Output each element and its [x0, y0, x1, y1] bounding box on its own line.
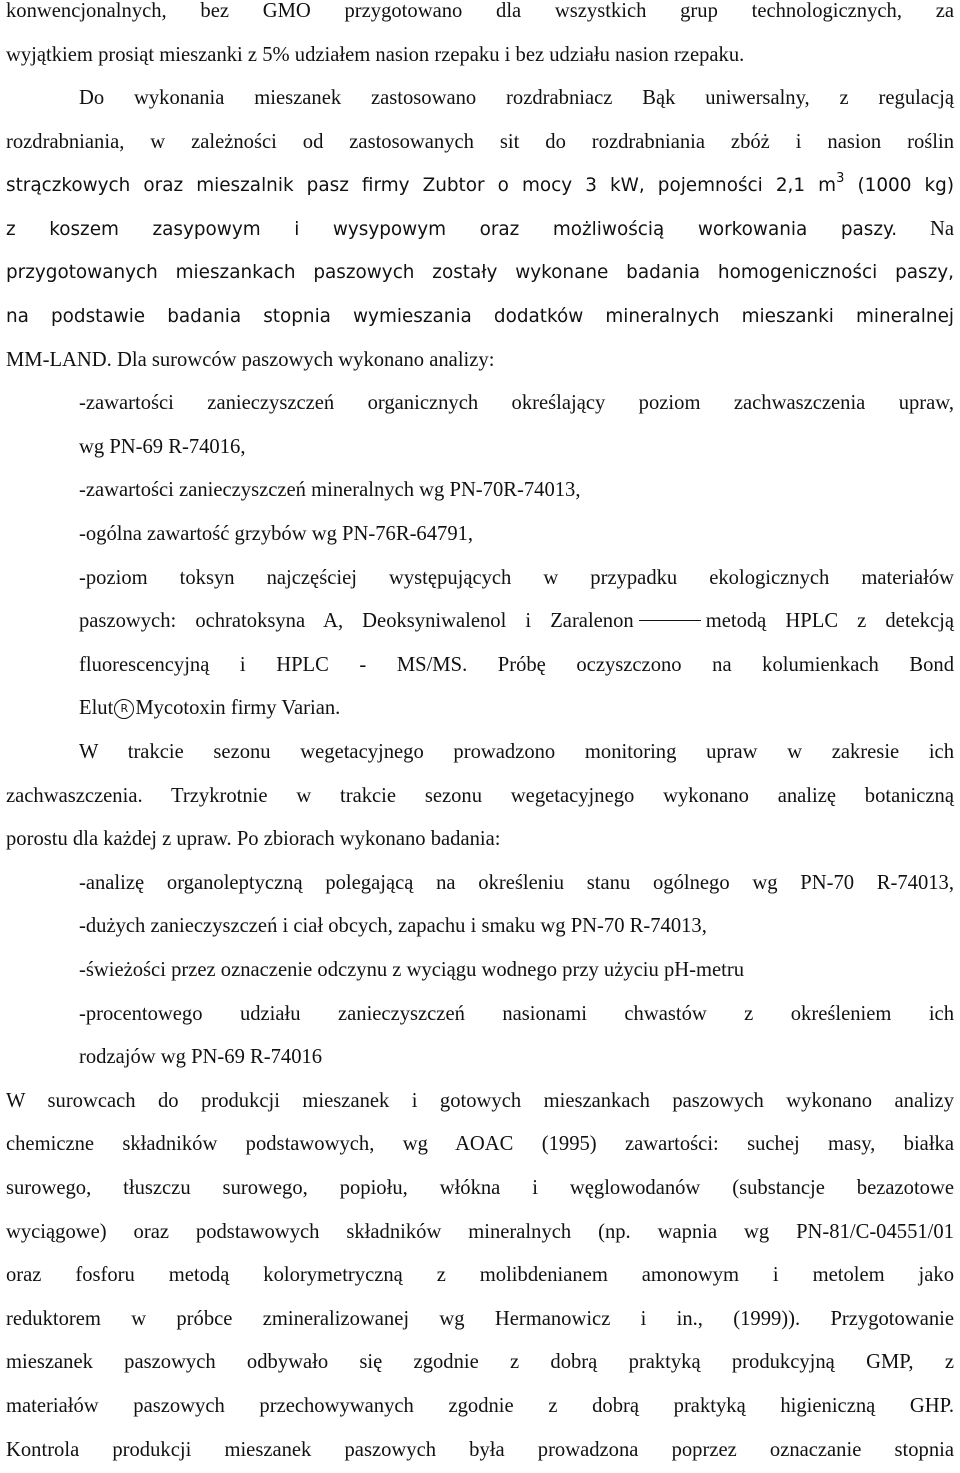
- text-span: Mycotoxin firmy Varian.: [135, 697, 341, 719]
- registered-trademark-icon: R: [114, 699, 134, 719]
- text-span: Na: [897, 218, 954, 240]
- list-item-continuation: [79, 687, 954, 731]
- list-item-continuation: [79, 600, 954, 644]
- list-item: -zawartości zanieczyszczeń mineralnych wg PN-70R-74013,: [79, 479, 581, 501]
- text-line: materiałów paszowych przechowywanych zgodnie z dobrą praktyką higieniczną GHP.: [6, 1395, 954, 1417]
- list-item-continuation: wg PN-69 R-74016,: [79, 436, 246, 458]
- text-span: z koszem zasypowym i wysypowym oraz możliwością workowania paszy.: [6, 219, 898, 240]
- superscript: 3: [836, 171, 845, 186]
- text-line: chemiczne składników podstawowych, wg AOAC (1995) zawartości: suchej masy, białka: [6, 1133, 954, 1155]
- text-span: Elut: [79, 697, 114, 719]
- text-line: oraz fosforu metodą kolorymetryczną z molibdenianem amonowym i metolem jako: [6, 1264, 954, 1286]
- text-line: W surowcach do produkcji mieszanek i gotowych mieszankach paszowych wykonano analizy: [6, 1090, 954, 1112]
- list-item: -analizę organoleptyczną polegającą na określeniu stanu ogólnego wg PN-70 R-74013,: [79, 872, 954, 894]
- text-line: surowego, tłuszczu surowego, popiołu, włókna i węglowodanów (substancje bezazotowe: [6, 1177, 954, 1199]
- text-line: na podstawie badania stopnia wymieszania dodatków mineralnych mieszanki mineralnej: [6, 306, 954, 327]
- list-item: -świeżości przez oznaczenie odczynu z wyciągu wodnego przy użyciu pH-metru: [79, 959, 745, 981]
- list-item: -procentowego udziału zanieczyszczeń nasionami chwastów z określeniem ich: [79, 1003, 954, 1025]
- em-dash: [639, 620, 701, 621]
- list-item-continuation: fluorescencyjną i HPLC - MS/MS. Próbę oczyszczono na kolumienkach Bond: [79, 654, 954, 676]
- text-span: metodą HPLC z detekcją: [705, 610, 954, 632]
- text-line: [6, 208, 954, 252]
- text-line: mieszanek paszowych odbywało się zgodnie z dobrą praktyką produkcyjną GMP, z: [6, 1351, 954, 1373]
- text-line: zachwaszczenia. Trzykrotnie w trakcie sezonu wegetacyjnego wykonano analizę botaniczną: [6, 785, 954, 807]
- text-line: reduktorem w próbce zmineralizowanej wg Hermanowicz i in., (1999)). Przygotowanie: [6, 1308, 954, 1330]
- text-line: [6, 164, 954, 208]
- text-span: strączkowych oraz mieszalnik pasz firmy Zubtor o mocy 3 kW, pojemności 2,1 m: [6, 175, 837, 196]
- list-item: -poziom toksyn najczęściej występujących w przypadku ekologicznych materiałów: [79, 567, 954, 589]
- text-line: Kontrola produkcji mieszanek paszowych była prowadzona poprzez oznaczanie stopnia: [6, 1439, 954, 1461]
- text-line: przygotowanych mieszankach paszowych zostały wykonane badania homogeniczności paszy,: [6, 262, 954, 283]
- paragraph-first-line: Do wykonania mieszanek zastosowano rozdrabniacz Bąk uniwersalny, z regulacją: [79, 87, 954, 109]
- text-line: konwencjonalnych, bez GMO przygotowano dla wszystkich grup technologicznych, za: [6, 0, 954, 22]
- list-item: -dużych zanieczyszczeń i ciał obcych, zapachu i smaku wg PN-70 R-74013,: [79, 915, 707, 937]
- list-item-continuation: rodzajów wg PN-69 R-74016: [79, 1046, 323, 1068]
- text-span: paszowych: ochratoksyna A, Deoksyniwalenol i Zaralenon: [79, 610, 634, 632]
- list-item: -ogólna zawartość grzybów wg PN-76R-64791,: [79, 523, 474, 545]
- text-line: rozdrabniania, w zależności od zastosowanych sit do rozdrabniania zbóż i nasion roślin: [6, 131, 954, 153]
- text-line: wyciągowe) oraz podstawowych składników mineralnych (np. wapnia wg PN-81/C-04551/01: [6, 1221, 954, 1243]
- text-span: (1000 kg): [844, 175, 954, 196]
- text-line: MM-LAND. Dla surowców paszowych wykonano analizy:: [6, 349, 495, 371]
- paragraph-first-line: W trakcie sezonu wegetacyjnego prowadzono monitoring upraw w zakresie ich: [79, 741, 954, 763]
- text-line: porostu dla każdej z upraw. Po zbiorach wykonano badania:: [6, 828, 501, 850]
- list-item: -zawartości zanieczyszczeń organicznych określający poziom zachwaszczenia upraw,: [79, 392, 954, 414]
- text-line: wyjątkiem prosiąt mieszanki z 5% udziałem nasion rzepaku i bez udziału nasion rzepaku.: [6, 44, 745, 66]
